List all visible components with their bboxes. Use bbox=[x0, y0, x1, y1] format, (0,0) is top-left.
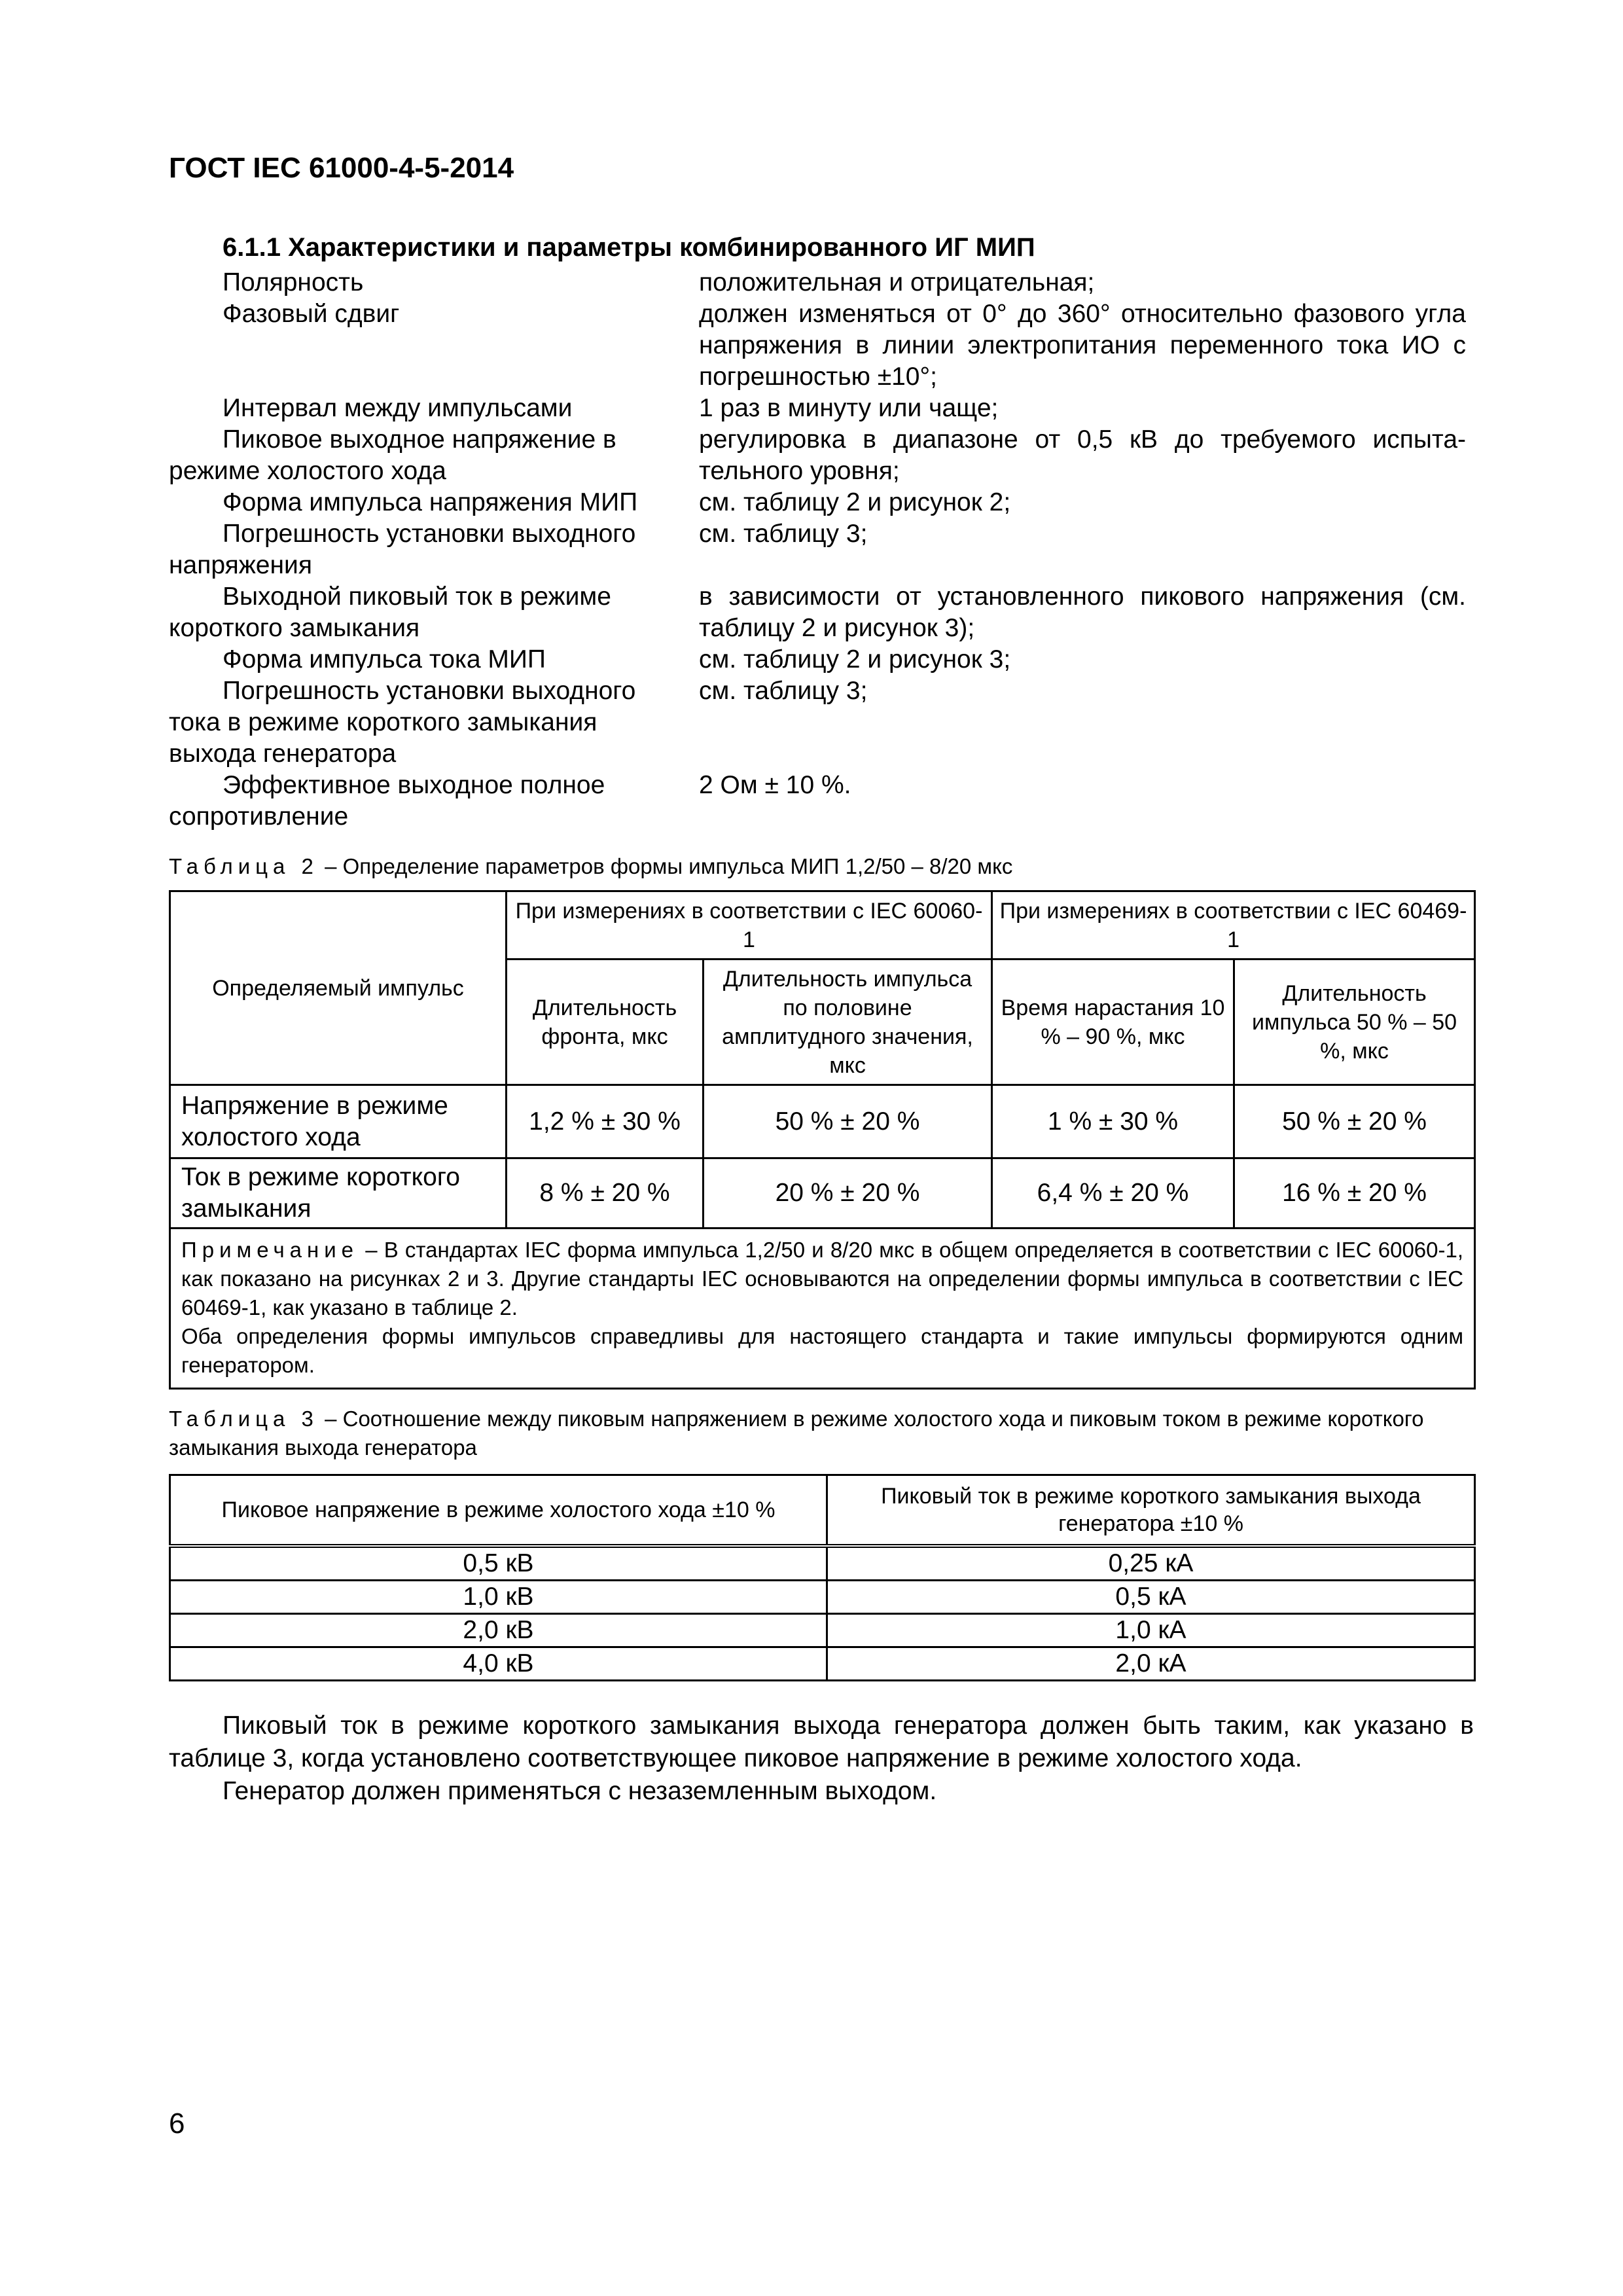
param-value-peak-current: в зависимости от установленного пикового напряжения (см. таблицу 2 и рисунок 3); bbox=[699, 583, 1466, 642]
table2-cell: 8 % ± 20 % bbox=[507, 1158, 704, 1229]
param-label-peak-voltage: Пиковое выходное напряжение в режиме холостого хода bbox=[169, 425, 616, 485]
table3-cell: 0,25 кА bbox=[827, 1546, 1475, 1581]
table3 bbox=[169, 1474, 1476, 1681]
table2-note-label: Примечание bbox=[181, 1238, 359, 1262]
param-label-current-waveform: Форма импульса тока МИП bbox=[223, 645, 546, 673]
table2-caption-label: Таблица 2 bbox=[169, 854, 319, 878]
table2-cell: 20 % ± 20 % bbox=[704, 1158, 992, 1229]
table-row bbox=[170, 1085, 1475, 1158]
table2-cell: 50 % ± 20 % bbox=[704, 1085, 992, 1158]
body-paragraph: Генератор должен применяться с незаземленным выходом. bbox=[223, 1777, 937, 1805]
param-value-current-accuracy: см. таблицу 3; bbox=[699, 677, 868, 705]
param-label-voltage-accuracy: Погрешность установки выходного напряжения bbox=[169, 520, 636, 579]
param-label-pulse-interval: Интервал между импульсами bbox=[223, 394, 573, 422]
table2-cell: 50 % ± 20 % bbox=[1234, 1085, 1475, 1158]
table2-subheader: Длительность фронта, мкс bbox=[507, 960, 704, 1085]
page-number: 6 bbox=[169, 2108, 185, 2140]
table2-header-impulse: Определяемый импульс bbox=[170, 891, 507, 1085]
table2-row-name: Напряжение в режиме холостого хода bbox=[170, 1085, 507, 1158]
param-value-voltage-waveform: см. таблицу 2 и рисунок 2; bbox=[699, 488, 1011, 516]
param-value-voltage-accuracy: см. таблицу 3; bbox=[699, 520, 868, 548]
param-label-polarity: Полярность bbox=[223, 268, 364, 296]
param-label-output-impedance: Эффективное выходное полное сопротивление bbox=[169, 771, 605, 831]
table2-subheader: Время нарастания 10 % – 90 %, мкс bbox=[992, 960, 1234, 1085]
table2-cell: 1 % ± 30 % bbox=[992, 1085, 1234, 1158]
param-value-output-impedance: 2 Ом ± 10 %. bbox=[699, 771, 851, 799]
table2-subheader: Длительность импульса по половине амплитудного значения, мкс bbox=[704, 960, 992, 1085]
table2-cell: 1,2 % ± 30 % bbox=[507, 1085, 704, 1158]
table-row bbox=[170, 1158, 1475, 1229]
table2-subheader: Длительность импульса 50 % – 50 %, мкс bbox=[1234, 960, 1475, 1085]
table2-note bbox=[170, 1229, 1475, 1389]
table3-cell: 1,0 кА bbox=[827, 1614, 1475, 1647]
table2-header-group2: При измерениях в соответствии с IEC 60469-1 bbox=[992, 891, 1475, 960]
body-paragraph: Пиковый ток в режиме короткого замыкания выхода генератора должен быть таким, как указано в таблице 3, когда установлено соответствующее пиковое напряжение в режиме холостого хода. bbox=[169, 1712, 1474, 1772]
table2-row-name: Ток в режиме короткого замыкания bbox=[170, 1158, 507, 1229]
param-value-polarity: положительная и отрицательная; bbox=[699, 268, 1095, 296]
table3-cell: 2,0 кА bbox=[827, 1647, 1475, 1681]
table2-note-text: – В стандартах IEC форма импульса 1,2/50 и 8/20 мкс в общем определяется в соответствии с IEC 60060-1, как показано на рисунках 2 и 3. Другие стандарты IEC основываются на определении формы импульса в соответствии с IEC 60469-1, как указано в таблице 2. bbox=[181, 1238, 1464, 1319]
table2-cell: 16 % ± 20 % bbox=[1234, 1158, 1475, 1229]
table3-caption-label: Таблица 3 bbox=[169, 1407, 319, 1431]
table2-note-text2: Оба определения формы импульсов справедливы для настоящего стандарта и такие импульсы формируются одним генератором. bbox=[181, 1324, 1464, 1377]
param-value-current-waveform: см. таблицу 2 и рисунок 3; bbox=[699, 645, 1011, 673]
param-value-phase-shift: должен изменяться от 0° до 360° относительно фазового угла напряжения в линии электропитания переменного тока ИО с погрешностью ±10°; bbox=[699, 300, 1466, 391]
table3-cell: 0,5 кВ bbox=[170, 1546, 827, 1581]
param-value-pulse-interval: 1 раз в минуту или чаще; bbox=[699, 394, 999, 422]
table-row bbox=[170, 1614, 1475, 1647]
table3-caption-text: – Соотношение между пиковым напряжением в режиме холостого хода и пиковым током в режиме короткого замыкания выхода генератора bbox=[169, 1407, 1424, 1460]
param-label-current-accuracy: Погрешность установки выходного тока в режиме короткого замыкания выхода генератора bbox=[169, 677, 636, 768]
table3-header-current: Пиковый ток в режиме короткого замыкания выхода генератора ±10 % bbox=[827, 1475, 1475, 1547]
param-value-peak-voltage: регулировка в диапазоне от 0,5 кВ до требуемого испыта-тельного уровня; bbox=[699, 425, 1466, 485]
table3-header-voltage: Пиковое напряжение в режиме холостого хода ±10 % bbox=[170, 1475, 827, 1547]
table2 bbox=[169, 890, 1476, 1390]
table-row bbox=[170, 1581, 1475, 1614]
table2-header-group1: При измерениях в соответствии с IEC 60060-1 bbox=[507, 891, 992, 960]
param-label-phase-shift: Фазовый сдвиг bbox=[223, 300, 400, 328]
table-row bbox=[170, 1647, 1475, 1681]
table3-caption bbox=[169, 1405, 1474, 1462]
table-row bbox=[170, 1546, 1475, 1581]
table3-cell: 2,0 кВ bbox=[170, 1614, 827, 1647]
table3-cell: 0,5 кА bbox=[827, 1581, 1475, 1614]
table2-caption bbox=[169, 852, 1474, 881]
table3-cell: 4,0 кВ bbox=[170, 1647, 827, 1681]
document-header: ГОСТ IEC 61000-4-5-2014 bbox=[169, 152, 514, 184]
table3-cell: 1,0 кВ bbox=[170, 1581, 827, 1614]
param-label-voltage-waveform: Форма импульса напряжения МИП bbox=[223, 488, 638, 516]
table2-caption-text: – Определение параметров формы импульса МИП 1,2/50 – 8/20 мкс bbox=[318, 854, 1013, 878]
param-label-peak-current: Выходной пиковый ток в режиме короткого замыкания bbox=[169, 583, 611, 642]
table2-cell: 6,4 % ± 20 % bbox=[992, 1158, 1234, 1229]
section-title: 6.1.1 Характеристики и параметры комбинированного ИГ МИП bbox=[223, 233, 1035, 262]
